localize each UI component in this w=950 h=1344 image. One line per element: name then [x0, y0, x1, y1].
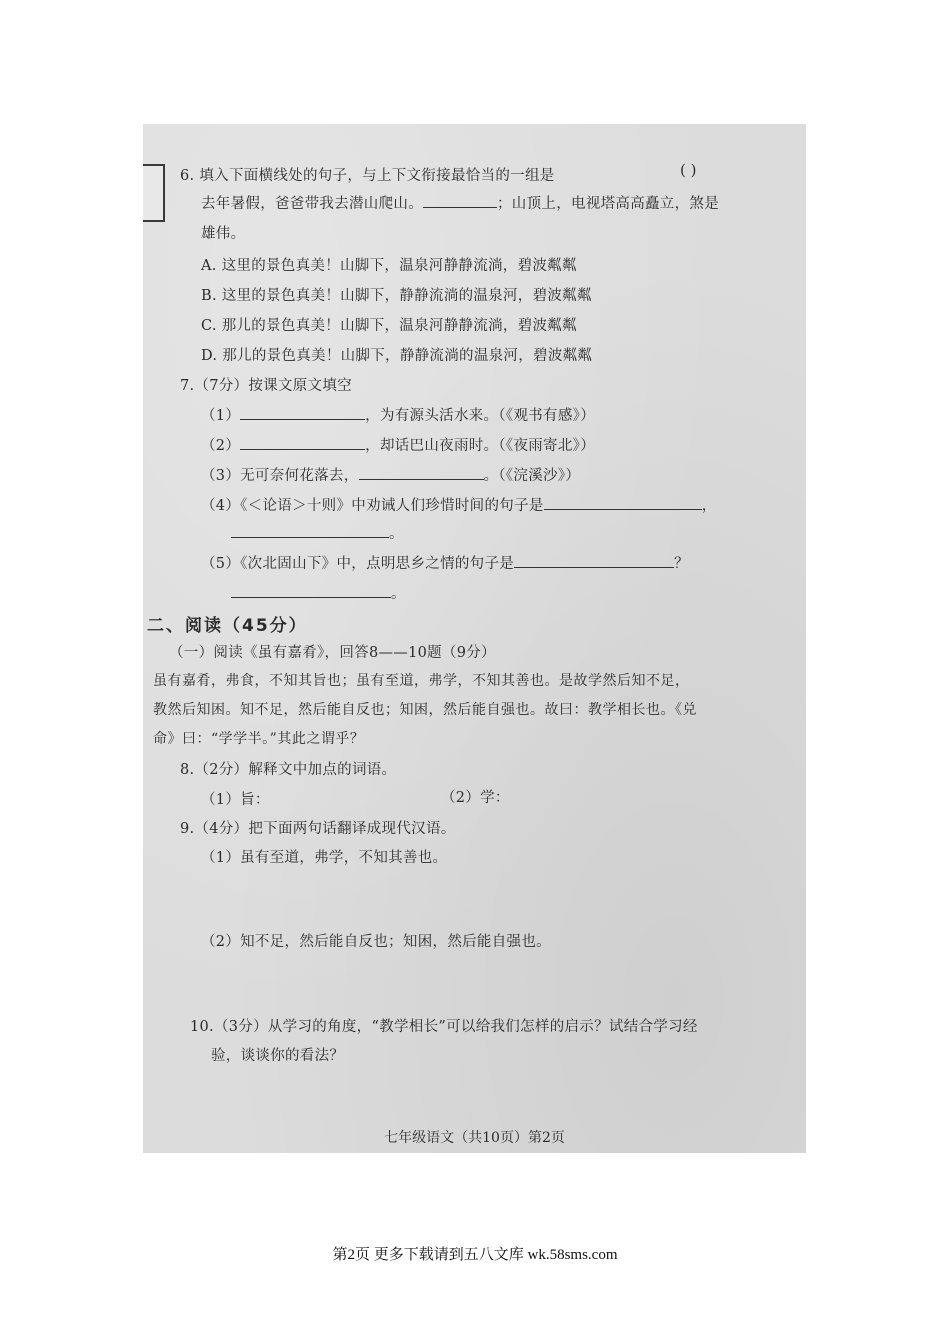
passage-line1: 虽有嘉肴，弗食，不知其旨也；虽有至道，弗学，不知其善也。是故学然后知不足，	[153, 673, 690, 689]
q6-stem: 6. 填入下面横线处的句子，与上下文衔接最恰当的一组是	[180, 168, 555, 184]
q7-item4-end: 。	[389, 526, 404, 542]
q8-item2: （2）学：	[441, 790, 510, 806]
q8-item1: （1）旨：	[201, 792, 270, 808]
q7-item5-qmark: ？	[674, 556, 689, 572]
passage-line3: 命》曰：“学学半。”其此之谓乎？	[153, 731, 365, 747]
q10-line1: 10.（3分）从学习的角度，“教学相长”可以给我们怎样的启示？试结合学习经	[190, 1019, 698, 1035]
q6-answer-paren: ( )	[680, 161, 697, 179]
q10-line2: 验，谈谈你的看法？	[211, 1048, 345, 1064]
q7-item2-text: ，却话巴山夜雨时。（《夜雨寄北》）	[365, 438, 595, 454]
q7-item5-blank1	[514, 553, 674, 568]
q7-item3-blank	[359, 465, 484, 480]
q7-item4	[201, 494, 717, 515]
q7-item4-blank2	[231, 523, 389, 538]
passage-line2: 教然后知困。知不足，然后能自反也；知困，然后能自强也。故曰：教学相长也。《兑	[153, 702, 697, 718]
q7-item2	[201, 434, 595, 455]
q7-item1-text: ，为有源头活水来。（《观书有感》）	[365, 408, 595, 424]
q7-item1-num: （1）	[201, 408, 241, 424]
q7-item5-end: 。	[391, 586, 406, 602]
q7-item5-cont	[231, 582, 406, 603]
q6-context-b: ；山顶上，电视塔高高矗立，煞是	[497, 196, 719, 212]
score-box	[143, 164, 165, 222]
q7-item3	[201, 464, 580, 485]
section-title: 二、阅读（45分）	[147, 616, 308, 636]
q7-item1-blank	[240, 405, 365, 420]
q9-item2: （2）知不足，然后能自反也；知困，然后能自强也。	[201, 934, 551, 950]
q9-stem: 9.（4分）把下面两句话翻译成现代汉语。	[180, 821, 456, 837]
q7-stem: 7.（7分）按课文原文填空	[180, 378, 352, 394]
q6-context-a: 去年暑假，爸爸带我去潜山爬山。	[201, 196, 423, 212]
q7-item5-blank2	[231, 583, 391, 598]
inner-page-footer: 七年级语文（共10页）第2页	[384, 1130, 565, 1146]
q7-item3-source: 。（《浣溪沙》）	[483, 468, 581, 484]
reading-subtitle: （一）阅读《虽有嘉肴》，回答8——10题（9分）	[169, 645, 496, 661]
q9-item1: （1）虽有至道，弗学，不知其善也。	[201, 850, 448, 866]
scanned-page-photo	[143, 124, 806, 1153]
q7-item2-num: （2）	[201, 438, 241, 454]
q7-item4-blank1	[544, 495, 702, 510]
q6-context-line1	[201, 192, 719, 213]
q7-item5-text: （5）《次北固山下》中，点明思乡之情的句子是	[201, 556, 515, 572]
q7-item4-text: （4）《＜论语＞十则》中劝诫人们珍惜时间的句子是	[201, 498, 544, 514]
q7-item3-text: （3）无可奈何花落去，	[201, 468, 359, 484]
q7-item1	[201, 404, 595, 425]
q6-option-a: A. 这里的景色真美！山脚下，温泉河静静流淌，碧波粼粼	[201, 258, 577, 274]
q7-item4-comma: ，	[701, 498, 717, 514]
q6-option-c: C. 那儿的景色真美！山脚下，温泉河静静流淌，碧波粼粼	[201, 318, 577, 334]
q6-context-line2: 雄伟。	[201, 226, 246, 242]
q6-blank	[423, 193, 497, 208]
q6-option-b: B. 这里的景色真美！山脚下，静静流淌的温泉河，碧波粼粼	[201, 288, 592, 304]
page-footer: 第2页 更多下载请到五八文库 wk.58sms.com	[332, 1247, 618, 1263]
q7-item4-cont	[231, 522, 404, 543]
q6-option-d: D. 那儿的景色真美！山脚下，静静流淌的温泉河，碧波粼粼	[201, 348, 593, 364]
q8-stem: 8.（2分）解释文中加点的词语。	[180, 762, 397, 778]
q7-item2-blank	[240, 435, 365, 450]
q7-item5	[201, 552, 689, 573]
